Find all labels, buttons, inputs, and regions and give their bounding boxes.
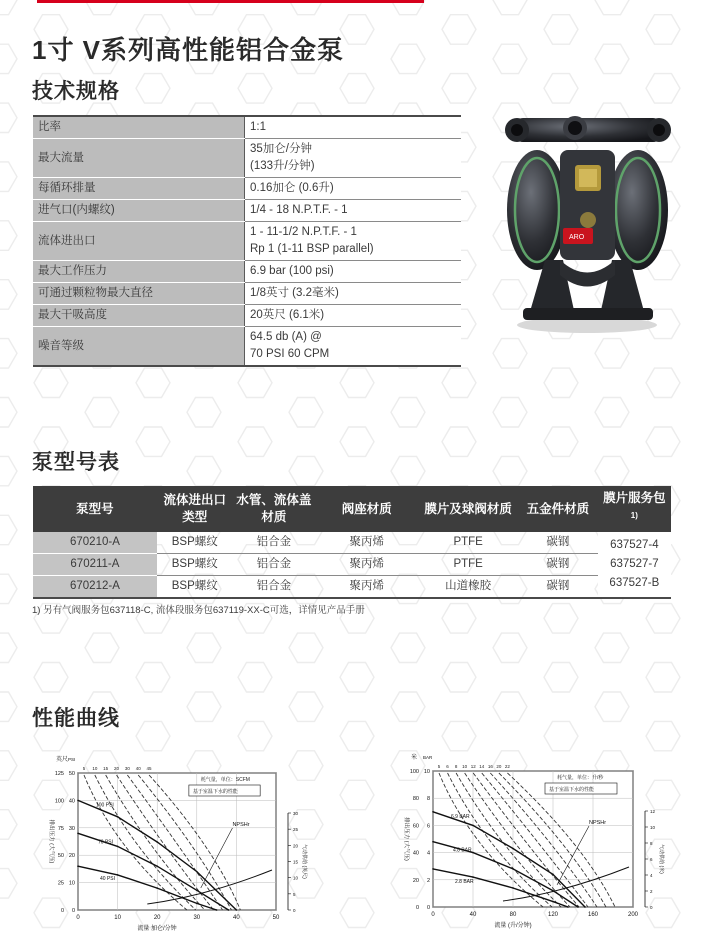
footnote: 1) 另有气阀服务包637118-C, 流体段服务包637119-XX-C可选，详情见产品手册 — [32, 605, 365, 616]
y-tick-label: 75 — [57, 825, 64, 832]
x-axis-label: 流量 加仑/分钟 — [137, 926, 177, 932]
series-point — [196, 889, 198, 891]
spec-value — [245, 139, 462, 178]
right-axis-label: 气动供给 (英尺) — [301, 844, 307, 879]
y-tick-label: 100 — [54, 798, 64, 805]
air-tick-label: 40 — [135, 766, 141, 771]
y-tick-label: 4 — [426, 850, 430, 857]
x-tick-label: 120 — [547, 912, 559, 918]
series-point — [552, 901, 554, 903]
x-tick-label: 160 — [587, 912, 599, 918]
right-tick-label: 8 — [650, 841, 653, 846]
spec-row — [33, 283, 461, 305]
spec-value — [245, 178, 462, 200]
right-tick-label: 30 — [293, 811, 299, 816]
series-point — [77, 865, 79, 867]
right-tick-label: 20 — [293, 843, 299, 849]
y-tick-label: 2 — [426, 877, 430, 884]
model-cell: BSP螺纹 — [157, 576, 233, 599]
x-tick-label: 10 — [114, 915, 121, 921]
spec-label: 最大干吸高度 — [33, 305, 245, 327]
series-point — [117, 874, 119, 876]
spec-label: 流体进出口 — [33, 222, 245, 261]
spec-label: 每循环排量 — [33, 178, 245, 200]
model-cell: 碳钢 — [518, 554, 598, 576]
spec-label: 比率 — [33, 116, 245, 139]
y-tick-label: 0 — [71, 908, 75, 914]
y-tick-label: 20 — [68, 853, 75, 860]
series-point — [512, 848, 514, 850]
x-tick-label: 40 — [469, 912, 477, 918]
right-tick-label: 0 — [293, 908, 296, 913]
right-tick-label: 10 — [293, 875, 299, 881]
air-tick-label: 10 — [462, 764, 468, 769]
spec-value-line: 35加仑/分钟 — [250, 143, 312, 155]
models-heading: 泵型号表 — [32, 451, 120, 474]
models-header-cell: 膜片及球阀材质 — [418, 486, 518, 532]
model-cell: 670210-A — [33, 532, 157, 554]
spec-value-line: 0.16加仑 (0.6升) — [250, 182, 334, 194]
series-point — [216, 909, 218, 911]
y-unit-label: BAR — [423, 755, 433, 760]
spec-value — [245, 283, 462, 305]
spec-value-line: 6.9 bar (100 psi) — [250, 265, 334, 277]
pump-logo: ARO — [569, 234, 585, 241]
series-point — [77, 832, 79, 834]
y-tick-label: 100 — [409, 769, 419, 775]
series-point — [156, 887, 158, 889]
air-tick-label: 22 — [504, 764, 510, 769]
right-tick-label: 2 — [650, 889, 653, 894]
service-kit-cell — [598, 532, 671, 598]
spec-row — [33, 139, 461, 178]
series-point — [236, 909, 238, 911]
service-kit: 637527-7 — [610, 558, 659, 571]
model-cell: 铝合金 — [233, 532, 315, 554]
right-tick-label: 5 — [293, 891, 296, 897]
y-tick-label: 30 — [68, 825, 75, 832]
x-tick-label: 0 — [431, 912, 435, 918]
spec-value — [245, 327, 462, 367]
series-point — [196, 871, 198, 873]
air-tick-label: 15 — [103, 766, 109, 771]
series-point — [472, 852, 474, 854]
series-point — [577, 906, 579, 908]
right-tick-label: 0 — [650, 905, 653, 910]
pump-image — [505, 110, 670, 335]
y-tick-label: 40 — [68, 798, 75, 805]
spec-value-line: 20英尺 (6.1米) — [250, 309, 325, 321]
model-cell: 山道橡胶 — [418, 576, 518, 599]
performance-chart-metric — [393, 745, 664, 935]
y-tick-label: 10 — [68, 880, 75, 887]
series-point — [472, 825, 474, 827]
spec-label: 可通过颗粒物最大直径 — [33, 283, 245, 305]
right-axis-label: 气动供给 (米) — [658, 844, 664, 874]
y-tick-label: 0 — [415, 905, 419, 911]
spec-value-line: 1/4 - 18 N.P.T.F. - 1 — [250, 204, 348, 216]
performance-chart-us — [38, 745, 308, 935]
y-unit-label: 英尺 — [56, 757, 69, 763]
y-axis-label: 排出压力 (大气压) — [403, 817, 409, 861]
spec-value-line: Rp 1 (1-11 BSP parallel) — [250, 243, 374, 255]
series-point — [228, 909, 230, 911]
air-tick-label: 30 — [124, 766, 130, 771]
y-tick-label: 125 — [54, 771, 64, 777]
y-tick-label: 80 — [412, 796, 419, 803]
models-header-cell: 泵型号 — [33, 486, 157, 532]
model-cell: PTFE — [418, 554, 518, 576]
series-point — [512, 887, 514, 889]
air-tick-label: 16 — [487, 764, 493, 769]
air-consumption-label: 耗气量，单位：升/秒 — [557, 775, 604, 781]
y-tick-label: 60 — [412, 823, 419, 830]
spec-label: 进气口(内螺纹) — [33, 200, 245, 222]
legend-text: 基于室温下水的性能 — [192, 789, 238, 795]
model-cell: 670211-A — [33, 554, 157, 576]
air-tick-label: 5 — [82, 766, 86, 771]
model-row — [33, 532, 671, 554]
y-axis-label: 排出压力 (大气压) — [48, 819, 54, 864]
spec-row — [33, 327, 461, 367]
spec-row — [33, 261, 461, 283]
series-point — [117, 846, 119, 848]
series-point — [432, 868, 434, 870]
series-point — [156, 865, 158, 867]
air-tick-label: 14 — [479, 764, 485, 769]
y-tick-label: 6 — [426, 823, 430, 830]
series-point — [567, 906, 569, 908]
series-point — [552, 874, 554, 876]
air-tick-label: 12 — [470, 764, 476, 769]
right-tick-label: 6 — [650, 857, 653, 862]
x-tick-label: 30 — [193, 915, 201, 921]
models-table — [33, 486, 671, 599]
air-tick-label: 5 — [437, 764, 441, 769]
series-point — [117, 816, 119, 818]
spec-label: 最大流量 — [33, 139, 245, 178]
y-tick-label: 0 — [426, 905, 430, 911]
series-point — [432, 811, 434, 813]
x-axis-label: 流量 (升/分钟) — [494, 923, 532, 929]
air-tick-label: 20 — [496, 764, 502, 769]
spec-row — [33, 116, 461, 139]
npsh-label: NPSHr — [232, 822, 250, 828]
service-kit: 637527-B — [609, 577, 660, 590]
model-cell: 碳钢 — [518, 576, 598, 599]
models-header-cell: 流体进出口类型 — [157, 486, 233, 532]
model-cell: PTFE — [418, 532, 518, 554]
y-tick-label: 25 — [57, 880, 64, 887]
model-row — [33, 554, 671, 576]
series-point — [512, 868, 514, 870]
specs-table — [33, 115, 461, 367]
spec-label: 噪音等级 — [33, 327, 245, 367]
x-tick-label: 50 — [272, 915, 280, 921]
y-tick-label: 50 — [57, 853, 64, 860]
spec-value — [245, 305, 462, 327]
y-tick-label: 8 — [426, 796, 430, 803]
series-label: 4.8 BAR — [453, 847, 472, 854]
model-row — [33, 576, 671, 599]
series-point — [77, 800, 79, 802]
y-unit-label: 米 — [411, 755, 418, 761]
model-cell: 聚丙烯 — [315, 554, 418, 576]
npsh-label: NPSHr — [589, 820, 607, 826]
series-label: 70 PSI — [98, 839, 114, 846]
model-cell: BSP螺纹 — [157, 532, 233, 554]
spec-value — [245, 222, 462, 261]
model-cell: 670212-A — [33, 576, 157, 599]
air-tick-label: 20 — [114, 766, 120, 771]
specs-heading: 技术规格 — [32, 80, 120, 103]
model-cell: 铝合金 — [233, 554, 315, 576]
spec-value — [245, 116, 462, 139]
models-header-cell: 水管、流体盖材质 — [233, 486, 315, 532]
series-label: 2.8 BAR — [455, 878, 474, 885]
spec-value — [245, 200, 462, 222]
models-header-cell: 阀座材质 — [315, 486, 418, 532]
right-tick-label: 4 — [650, 873, 653, 878]
x-tick-label: 80 — [509, 912, 517, 918]
y-unit-label: PSI — [68, 757, 76, 762]
legend-text: 基于室温下水的性能 — [549, 787, 595, 793]
right-tick-label: 25 — [293, 827, 299, 833]
right-tick-label: 15 — [293, 859, 299, 865]
spec-value-line: 1 - 11-1/2 N.P.T.F. - 1 — [250, 226, 357, 238]
model-cell: BSP螺纹 — [157, 554, 233, 576]
performance-heading: 性能曲线 — [32, 707, 120, 730]
series-point — [156, 841, 158, 843]
spec-value-line: 70 PSI 60 CPM — [250, 348, 330, 360]
x-tick-label: 20 — [153, 915, 161, 921]
y-tick-label: 20 — [412, 877, 419, 884]
right-tick-label: 12 — [650, 809, 656, 814]
y-tick-label: 10 — [423, 769, 430, 775]
series-label: 6.9 BAR — [451, 813, 470, 820]
spec-row — [33, 305, 461, 327]
page-title: 1寸 V系列高性能铝合金泵 — [32, 35, 345, 65]
series-label: 100 PSI — [96, 802, 114, 809]
series-point — [472, 876, 474, 878]
spec-row — [33, 222, 461, 261]
model-cell: 聚丙烯 — [315, 532, 418, 554]
series-point — [432, 841, 434, 843]
x-tick-label: 0 — [76, 915, 80, 921]
right-tick-label: 10 — [650, 825, 656, 830]
spec-value-line: 64.5 db (A) @ — [250, 331, 322, 343]
y-tick-label: 0 — [60, 908, 64, 914]
spec-label: 最大工作压力 — [33, 261, 245, 283]
model-cell: 碳钢 — [518, 532, 598, 554]
models-header-cell: 五金件材质 — [518, 486, 598, 532]
y-tick-label: 50 — [68, 771, 75, 777]
series-label: 40 PSI — [100, 876, 116, 883]
air-tick-label: 45 — [146, 766, 152, 771]
air-tick-label: 10 — [92, 766, 98, 771]
model-cell: 铝合金 — [233, 576, 315, 599]
y-tick-label: 40 — [412, 850, 419, 857]
models-header-cell: 膜片服务包$^{1)}$ — [598, 486, 671, 532]
service-kit: 637527-4 — [610, 539, 659, 552]
x-tick-label: 200 — [627, 912, 639, 918]
air-tick-label: 6 — [446, 764, 449, 769]
spec-value-line: 1/8英寸 (3.2毫米) — [250, 287, 339, 299]
accent-bar — [37, 0, 424, 3]
spec-value — [245, 261, 462, 283]
series-point — [584, 906, 586, 908]
air-tick-label: 8 — [454, 764, 458, 769]
series-point — [196, 903, 198, 905]
spec-value-line: 1:1 — [250, 121, 266, 133]
air-consumption-label: 耗气量，单位：SCFM — [200, 777, 250, 783]
spec-value-line: (133升/分钟) — [250, 160, 315, 172]
x-tick-label: 40 — [233, 915, 240, 921]
spec-row — [33, 178, 461, 200]
spec-row — [33, 200, 461, 222]
model-cell: 聚丙烯 — [315, 576, 418, 599]
